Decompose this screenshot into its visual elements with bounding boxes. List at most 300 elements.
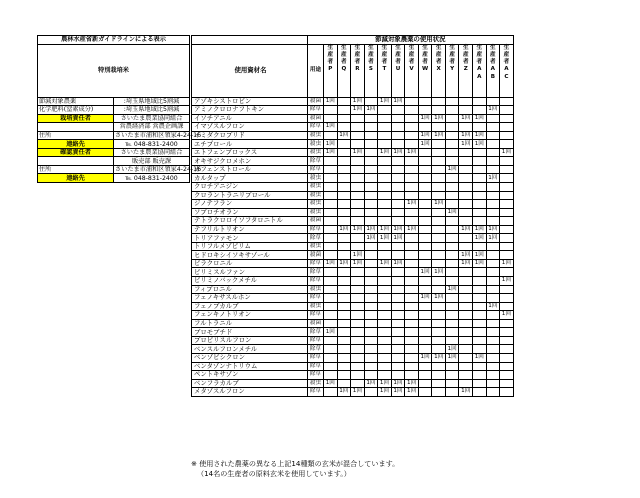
usage-cell: 1回 xyxy=(337,131,351,140)
usage-cell xyxy=(486,336,500,345)
producer-header-char: A xyxy=(477,73,482,80)
pesticide-use: 除草 xyxy=(308,336,324,345)
usage-cell xyxy=(324,217,338,226)
producer-header-char: 者 xyxy=(462,59,469,66)
usage-cell xyxy=(418,123,432,132)
usage-cell xyxy=(500,123,514,132)
usage-cell: 1回 xyxy=(364,106,378,115)
usage-cell xyxy=(486,268,500,277)
left-info-row xyxy=(38,148,190,157)
usage-cell xyxy=(500,200,514,209)
usage-cell: 1回 xyxy=(364,234,378,243)
producer-header-char: 産 xyxy=(354,51,361,58)
pesticide-use: 除草 xyxy=(308,362,324,371)
usage-cell xyxy=(473,362,487,371)
usage-cell xyxy=(391,336,405,345)
producer-header-char: 産 xyxy=(435,51,442,58)
usage-cell xyxy=(445,294,459,303)
usage-cell xyxy=(473,302,487,311)
producer-header-char: 者 xyxy=(503,59,510,66)
usage-cell xyxy=(324,311,338,320)
usage-cell xyxy=(378,183,392,192)
usage-cell xyxy=(500,165,514,174)
producer-header-P xyxy=(324,44,338,97)
usage-cell xyxy=(391,319,405,328)
usage-cell xyxy=(500,157,514,166)
usage-cell xyxy=(324,165,338,174)
usage-cell xyxy=(486,200,500,209)
pesticide-name: メタゾスルフロン xyxy=(192,388,308,397)
usage-cell xyxy=(473,157,487,166)
usage-cell xyxy=(445,140,459,149)
left-info-row xyxy=(38,123,190,132)
producer-header-char: 生 xyxy=(449,44,455,51)
pesticide-name: ベンフラカルブ xyxy=(192,379,308,388)
usage-cell xyxy=(500,345,514,354)
usage-cell: 1回 xyxy=(324,328,338,337)
usage-cell xyxy=(351,345,365,354)
usage-cell xyxy=(500,353,514,362)
usage-cell xyxy=(486,208,500,217)
usage-cell xyxy=(364,277,378,286)
producer-header-char: S xyxy=(368,66,373,73)
usage-cell xyxy=(473,174,487,183)
left-info-label: 節減対象農薬 xyxy=(38,97,114,106)
right-header-row xyxy=(192,44,514,97)
pesticide-name: クロチアニジン xyxy=(192,183,308,192)
usage-cell xyxy=(445,362,459,371)
material-header: 使用資材名 xyxy=(192,44,308,97)
usage-cell: 1回 xyxy=(378,225,392,234)
producer-header-Y xyxy=(445,44,459,97)
usage-cell xyxy=(391,140,405,149)
usage-cell xyxy=(459,217,473,226)
left-info-row xyxy=(38,140,190,149)
usage-cell xyxy=(351,191,365,200)
producer-header-char: 生 xyxy=(381,44,388,51)
usage-cell xyxy=(391,251,405,260)
producer-header-char: 者 xyxy=(381,59,388,66)
usage-cell xyxy=(486,328,500,337)
left-info-label: 確認責任者 xyxy=(38,148,114,157)
usage-cell xyxy=(459,106,473,115)
usage-cell xyxy=(432,371,446,380)
pesticide-name: イソチアニル xyxy=(192,114,308,123)
usage-cell xyxy=(473,268,487,277)
usage-cell xyxy=(351,131,365,140)
left-info-value: 営農経済部 営農企画課 xyxy=(114,123,190,132)
usage-cell: 1回 xyxy=(391,234,405,243)
usage-cell xyxy=(378,208,392,217)
usage-cell xyxy=(364,353,378,362)
usage-cell xyxy=(432,336,446,345)
producer-header-char: X xyxy=(436,66,441,73)
usage-cell xyxy=(473,311,487,320)
usage-cell xyxy=(324,345,338,354)
pesticide-use: 殺虫 xyxy=(308,131,324,140)
usage-cell xyxy=(378,362,392,371)
producer-header-char: T xyxy=(382,66,387,73)
usage-cell xyxy=(486,353,500,362)
usage-cell xyxy=(459,174,473,183)
usage-cell: 1回 xyxy=(459,131,473,140)
usage-cell: 1回 xyxy=(473,259,487,268)
producer-header-char: 産 xyxy=(408,51,415,58)
usage-cell: 1回 xyxy=(405,388,419,397)
pesticide-row xyxy=(192,106,514,115)
usage-cell xyxy=(473,379,487,388)
usage-cell xyxy=(459,242,473,251)
usage-cell xyxy=(473,328,487,337)
usage-cell xyxy=(445,371,459,380)
usage-cell: 1回 xyxy=(418,131,432,140)
usage-cell xyxy=(432,165,446,174)
usage-cell xyxy=(432,97,446,106)
usage-cell xyxy=(391,302,405,311)
producer-header-char: 産 xyxy=(449,51,455,58)
pesticide-name: クロラントラニリプロール xyxy=(192,191,308,200)
usage-cell: 1回 xyxy=(432,294,446,303)
usage-cell xyxy=(473,208,487,217)
usage-cell xyxy=(405,174,419,183)
usage-cell xyxy=(486,388,500,397)
usage-cell xyxy=(473,191,487,200)
usage-cell xyxy=(378,131,392,140)
usage-cell xyxy=(391,345,405,354)
pesticide-row xyxy=(192,140,514,149)
usage-cell xyxy=(378,242,392,251)
usage-cell xyxy=(486,285,500,294)
usage-caption: 節減対象農薬の使用状況 xyxy=(308,36,514,45)
usage-cell: 1回 xyxy=(473,234,487,243)
usage-cell xyxy=(405,165,419,174)
usage-cell xyxy=(486,345,500,354)
pesticide-row xyxy=(192,174,514,183)
guideline-header: 農林水産省新ガイドラインによる表示 xyxy=(38,36,190,45)
usage-cell xyxy=(445,200,459,209)
usage-cell xyxy=(405,345,419,354)
usage-cell: 1回 xyxy=(324,97,338,106)
usage-cell: 1回 xyxy=(445,285,459,294)
pesticide-use: 除草 xyxy=(308,268,324,277)
usage-cell xyxy=(324,388,338,397)
usage-cell xyxy=(324,277,338,286)
producer-header-Z xyxy=(459,44,473,97)
usage-cell xyxy=(445,183,459,192)
usage-cell: 1回 xyxy=(418,114,432,123)
producer-header-char: 者 xyxy=(341,59,347,66)
usage-cell xyxy=(378,165,392,174)
usage-cell xyxy=(364,183,378,192)
pesticide-use: 殺虫 xyxy=(308,140,324,149)
usage-cell xyxy=(405,371,419,380)
pesticide-name: フェノブカルブ xyxy=(192,302,308,311)
usage-cell xyxy=(500,114,514,123)
usage-cell xyxy=(364,328,378,337)
usage-cell xyxy=(473,200,487,209)
usage-cell xyxy=(445,319,459,328)
usage-cell xyxy=(337,174,351,183)
usage-cell xyxy=(391,242,405,251)
caption-spacer xyxy=(192,36,308,45)
pesticide-row xyxy=(192,353,514,362)
usage-cell xyxy=(391,157,405,166)
usage-cell xyxy=(324,157,338,166)
usage-cell xyxy=(432,319,446,328)
producer-header-W xyxy=(418,44,432,97)
pesticide-name: フェンキノトリオン xyxy=(192,311,308,320)
usage-cell: 1回 xyxy=(500,259,514,268)
pesticide-name: ベンゾビシクロン xyxy=(192,353,308,362)
usage-cell xyxy=(445,225,459,234)
pesticide-use: 除草 xyxy=(308,277,324,286)
usage-cell xyxy=(364,208,378,217)
usage-cell xyxy=(324,362,338,371)
usage-cell xyxy=(337,277,351,286)
usage-cell xyxy=(445,114,459,123)
usage-cell xyxy=(445,336,459,345)
usage-cell xyxy=(405,191,419,200)
pesticide-name: ベンスルフロンメチル xyxy=(192,345,308,354)
usage-cell xyxy=(364,97,378,106)
usage-cell: 1回 xyxy=(459,140,473,149)
usage-cell xyxy=(324,251,338,260)
usage-cell xyxy=(500,191,514,200)
usage-cell xyxy=(459,319,473,328)
usage-cell xyxy=(391,362,405,371)
usage-cell xyxy=(500,225,514,234)
usage-cell xyxy=(445,234,459,243)
usage-cell xyxy=(364,174,378,183)
pesticide-row xyxy=(192,225,514,234)
usage-cell xyxy=(459,200,473,209)
usage-cell xyxy=(445,123,459,132)
usage-cell xyxy=(405,328,419,337)
usage-cell xyxy=(432,183,446,192)
pesticide-row xyxy=(192,336,514,345)
usage-cell xyxy=(351,379,365,388)
usage-cell xyxy=(473,371,487,380)
producer-header-char: 者 xyxy=(395,59,401,66)
producer-header-char: 者 xyxy=(422,59,428,66)
usage-cell xyxy=(378,251,392,260)
pesticide-name: ペントキサゾン xyxy=(192,371,308,380)
producer-header-char: 者 xyxy=(368,59,374,66)
usage-cell xyxy=(324,294,338,303)
usage-cell xyxy=(486,294,500,303)
usage-cell xyxy=(405,311,419,320)
pesticide-use: 除草 xyxy=(308,157,324,166)
usage-cell: 1回 xyxy=(337,388,351,397)
usage-cell xyxy=(337,251,351,260)
usage-cell xyxy=(459,191,473,200)
usage-cell xyxy=(486,242,500,251)
usage-cell xyxy=(364,319,378,328)
usage-cell xyxy=(500,285,514,294)
footnote-producers: （14名の生産者の原料玄米を使用しています。） xyxy=(197,469,351,478)
usage-cell xyxy=(486,114,500,123)
pesticide-row xyxy=(192,302,514,311)
usage-cell xyxy=(500,234,514,243)
usage-cell xyxy=(364,268,378,277)
producer-header-char: 産 xyxy=(476,51,483,58)
usage-cell: 1回 xyxy=(364,225,378,234)
producer-header-char: P xyxy=(328,66,333,73)
usage-cell xyxy=(364,302,378,311)
pesticide-name: オキサジクロメホン xyxy=(192,157,308,166)
usage-cell: 1回 xyxy=(351,97,365,106)
usage-cell xyxy=(445,388,459,397)
usage-cell xyxy=(473,277,487,286)
usage-cell xyxy=(445,268,459,277)
usage-cell: 1回 xyxy=(378,148,392,157)
usage-cell xyxy=(473,183,487,192)
producer-header-V xyxy=(405,44,419,97)
usage-cell xyxy=(337,191,351,200)
usage-cell xyxy=(500,106,514,115)
left-info-label: 連絡先 xyxy=(38,174,114,183)
usage-cell: 1回 xyxy=(445,345,459,354)
pesticide-name: ベンタゾンナトリウム xyxy=(192,362,308,371)
usage-cell xyxy=(473,319,487,328)
usage-cell: 1回 xyxy=(337,259,351,268)
pesticide-row xyxy=(192,183,514,192)
usage-cell xyxy=(486,183,500,192)
usage-cell xyxy=(432,234,446,243)
usage-cell xyxy=(486,277,500,286)
usage-cell xyxy=(445,157,459,166)
usage-cell: 1回 xyxy=(391,148,405,157)
usage-cell xyxy=(364,242,378,251)
usage-cell xyxy=(351,242,365,251)
producer-header-char: 産 xyxy=(341,51,347,58)
usage-cell xyxy=(432,174,446,183)
usage-cell xyxy=(337,234,351,243)
usage-cell xyxy=(459,302,473,311)
pesticide-name: テトラクロロイソフタロニトル xyxy=(192,217,308,226)
usage-cell: 1回 xyxy=(418,140,432,149)
usage-cell xyxy=(324,319,338,328)
usage-cell xyxy=(405,362,419,371)
usage-cell xyxy=(351,319,365,328)
usage-cell xyxy=(486,157,500,166)
usage-cell xyxy=(500,131,514,140)
usage-cell xyxy=(473,148,487,157)
usage-cell xyxy=(391,131,405,140)
usage-cell xyxy=(405,277,419,286)
producer-header-X xyxy=(432,44,446,97)
usage-cell xyxy=(351,362,365,371)
pesticide-use: 除草 xyxy=(308,371,324,380)
usage-cell: 1回 xyxy=(486,225,500,234)
usage-cell xyxy=(337,353,351,362)
usage-cell xyxy=(351,311,365,320)
usage-cell xyxy=(445,379,459,388)
producer-header-char: 産 xyxy=(381,51,388,58)
left-info-value: さいたま市浦和区領家4-24-16 xyxy=(115,132,202,139)
producer-header-char: 者 xyxy=(354,59,361,66)
usage-cell: 1回 xyxy=(405,379,419,388)
usage-cell: 1回 xyxy=(432,131,446,140)
pesticide-row xyxy=(192,157,514,166)
usage-cell xyxy=(418,379,432,388)
usage-cell xyxy=(351,302,365,311)
usage-cell xyxy=(337,200,351,209)
producer-header-AC xyxy=(500,44,514,97)
usage-cell xyxy=(459,183,473,192)
pesticide-name: トリアファモン xyxy=(192,234,308,243)
usage-cell xyxy=(500,268,514,277)
usage-cell xyxy=(324,242,338,251)
usage-cell xyxy=(459,148,473,157)
usage-cell xyxy=(324,285,338,294)
usage-cell xyxy=(351,277,365,286)
usage-cell xyxy=(378,311,392,320)
pesticide-name: フルトラニル xyxy=(192,319,308,328)
left-info-value: さいたま農業協同組合 xyxy=(114,148,190,157)
usage-cell xyxy=(473,388,487,397)
usage-cell xyxy=(445,302,459,311)
usage-cell xyxy=(405,208,419,217)
left-info-value: 販売部 販売課 xyxy=(114,157,190,166)
usage-cell xyxy=(337,123,351,132)
usage-cell xyxy=(473,294,487,303)
usage-cell: 1回 xyxy=(378,234,392,243)
pesticide-row xyxy=(192,277,514,286)
usage-cell xyxy=(337,345,351,354)
producer-header-char: A xyxy=(477,66,482,73)
usage-cell xyxy=(500,388,514,397)
usage-cell xyxy=(473,242,487,251)
usage-cell xyxy=(432,345,446,354)
usage-cell xyxy=(351,371,365,380)
producer-header-char: 者 xyxy=(490,59,496,66)
pesticide-name: トリフルメゾピリム xyxy=(192,242,308,251)
usage-cell xyxy=(500,208,514,217)
usage-cell xyxy=(432,259,446,268)
usage-cell xyxy=(473,123,487,132)
usage-cell xyxy=(432,277,446,286)
producer-header-char: 生 xyxy=(354,44,361,51)
usage-cell xyxy=(364,131,378,140)
usage-cell xyxy=(459,336,473,345)
usage-cell xyxy=(378,319,392,328)
usage-cell: 1回 xyxy=(473,251,487,260)
usage-cell: 1回 xyxy=(459,114,473,123)
usage-cell xyxy=(378,200,392,209)
usage-cell xyxy=(418,371,432,380)
pesticide-name: イミダクロプリド xyxy=(192,131,308,140)
usage-cell xyxy=(378,114,392,123)
producer-header-char: 生 xyxy=(490,44,496,51)
usage-cell xyxy=(337,148,351,157)
usage-cell xyxy=(445,242,459,251)
usage-cell xyxy=(378,217,392,226)
usage-cell: 1回 xyxy=(459,225,473,234)
producer-header-char: B xyxy=(490,73,495,80)
producer-header-char: 産 xyxy=(503,51,510,58)
usage-cell xyxy=(432,302,446,311)
usage-cell xyxy=(405,353,419,362)
usage-cell: 1回 xyxy=(391,97,405,106)
pesticide-use: 殺虫 xyxy=(308,191,324,200)
producer-header-char: 者 xyxy=(435,59,442,66)
usage-cell xyxy=(418,97,432,106)
usage-cell xyxy=(405,242,419,251)
usage-cell xyxy=(351,268,365,277)
usage-cell xyxy=(337,242,351,251)
usage-cell xyxy=(459,165,473,174)
